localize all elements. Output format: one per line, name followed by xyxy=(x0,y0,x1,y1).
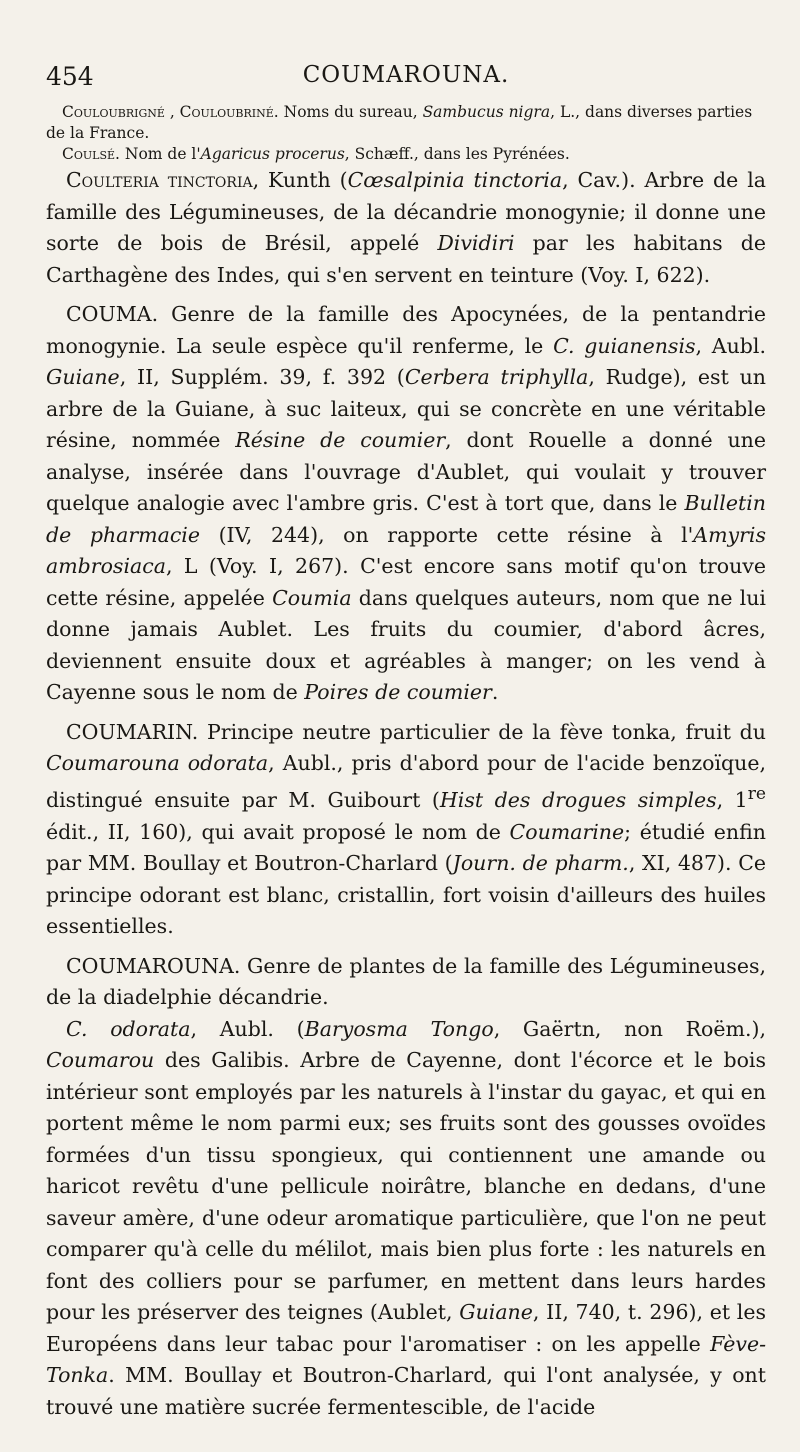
entry-headword: COUMA. xyxy=(66,302,159,326)
entry-body: Genre de plantes de la famille des Légumineuses, de la diadelphie décandrie. xyxy=(46,953,766,1010)
entry-body: Nom de l'Agaricus procerus, Schæff., dans les Pyrénées. xyxy=(119,145,570,163)
entry-body: , Kunth (Cœsalpinia tinctoria, Cav.). Arbre de la famille des Légumineuses, de la décandrie monogynie; il donne une sorte de bois de Brésil, appelé Dividiri par les habitans de Carthagène des Indes, qui s'en servent en teinture (Voy. I, 622). xyxy=(46,168,766,287)
page-header xyxy=(46,62,766,102)
dictionary-entries xyxy=(46,102,766,1423)
entry-headword: Couloubrigné , Couloubriné. xyxy=(62,103,279,121)
entry-headword: COUMARIN. xyxy=(66,719,199,744)
entry-body: Noms du sureau, Sambucus nigra, L., dans diverses parties de la France. xyxy=(46,103,753,142)
entry-body: C. odorata, Aubl. (Baryosma Tongo, Gaërtn, non Roëm.), Coumarou des Galibis. Arbre de Cayenne, dont l'écorce et le bois intérieur sont employés par les naturels à l'instar du gayac, et qui en portent même le nom parmi eux; ses fruits sont des gousses ovoïdes formées d'un tissu spongieux, qui contiennent une amande ou haricot revêtu d'une pellicule noirâtre, blanche en dedans, d'une saveur amère, d'une odeur aromatique particulière, que l'on ne peut comparer qu'à celle du mélilot, mais bien plus forte : les naturels en font des colliers pour se parfumer, en mettent dans leurs hardes pour les préserver des teignes (Aublet, Guiane, II, 740, t. 296), et les Européens dans leur tabac pour l'aromatiser : on les appelle Fève-Tonka. MM. Boullay et Boutron-Charlard, qui l'ont analysée, y ont trouvé une matière sucrée fermentescible, de l'acide xyxy=(46,1016,767,1419)
entry-paragraph xyxy=(46,1014,766,1424)
entry-headword: Coulsé. xyxy=(62,145,120,163)
entry-body: Principe neutre particulier de la fève tonka, fruit du Coumarouna odorata, Aubl., pris d'abord pour de l'acide benzoïque, distingué ensuite par M. Guibourt (Hist des drogues simples, 1re édit., II, 160), qui avait proposé le nom de Coumarine; étudié enfin par MM. Boullay et Boutron-Charlard (Journ. de pharm., XI, 487). Ce principe odorant est blanc, cristallin, fort voisin d'ailleurs des huiles essentielles. xyxy=(46,719,767,939)
entry-headword: Coulteria tinctoria xyxy=(66,168,253,192)
entry-paragraph xyxy=(46,144,766,165)
entry-paragraph xyxy=(46,165,766,291)
entry-paragraph xyxy=(46,951,766,1014)
entry-paragraph xyxy=(46,102,766,144)
entry-paragraph xyxy=(46,299,766,709)
page-number: 454 xyxy=(46,62,94,91)
entry-headword: COUMAROUNA. xyxy=(66,953,241,978)
entry-body: Genre de la famille des Apocynées, de la pentandrie monogynie. La seule espèce qu'il renferme, le C. guianensis, Aubl. Guiane, II, Supplém. 39, f. 392 (Cerbera triphylla, Rudge), est un arbre de la Guiane, à suc laiteux, qui se concrète en une véritable résine, nommée Résine de coumier, dont Rouelle a donné une analyse, insérée dans l'ouvrage d'Aublet, qui voulait y trouver quelque analogie avec l'ambre gris. C'est à tort que, dans le Bulletin de pharmacie (IV, 244), on rapporte cette résine à l'Amyris ambrosiaca, L (Voy. I, 267). C'est encore sans motif qu'on trouve cette résine, appelée Coumia dans quelques auteurs, nom que ne lui donne jamais Aublet. Les fruits du coumier, d'abord âcres, deviennent ensuite doux et agréables à manger; on les vend à Cayenne sous le nom de Poires de coumier. xyxy=(46,302,766,704)
entry-paragraph xyxy=(46,717,766,943)
running-title: COUMAROUNA. xyxy=(302,62,510,88)
